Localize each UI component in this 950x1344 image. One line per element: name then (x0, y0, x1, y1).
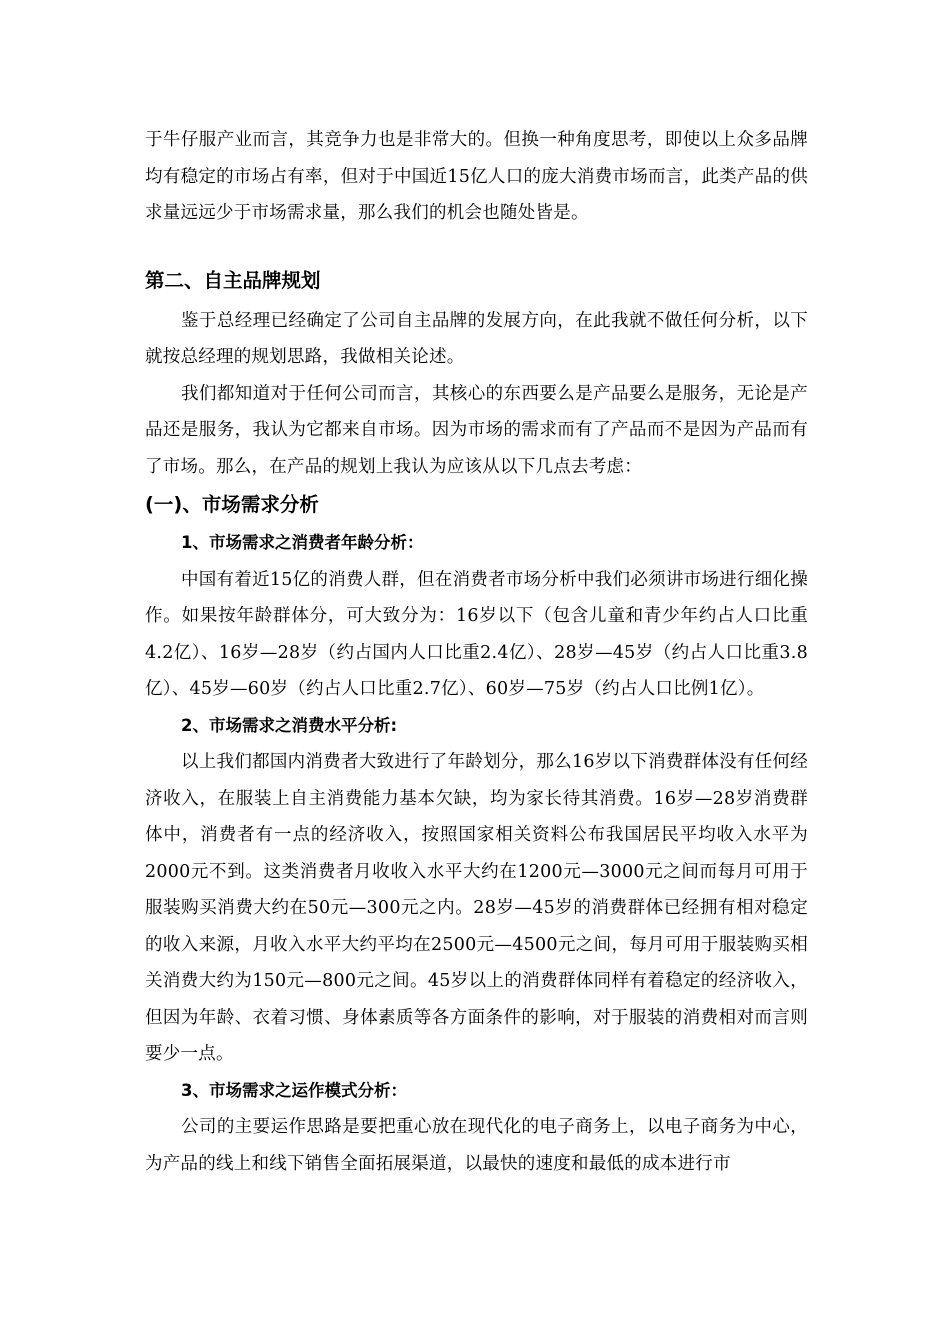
item-2-heading: 2、市场需求之消费水平分析: (181, 715, 398, 735)
item-1-paragraph: 中国有着近15亿的消费人群，但在消费者市场分析中我们必须讲市场进行细化操作。如果按年龄群体分，可大致分为：16岁以下（包含儿童和青少年约占人口比重4.2亿）、16岁—28岁（约占国内人口比重2.4亿）、28岁—45岁（约占人口比重3.8亿）、45岁—60岁（约占人口比重2.7亿）、60岁—75岁（约占人口比例1亿）。 (145, 569, 808, 699)
intro-paragraph: 于牛仔服产业而言，其竞争力也是非常大的。但换一种角度思考，即使以上众多品牌均有稳定的市场占有率，但对于中国近15亿人口的庞大消费市场而言，此类产品的供求量远远少于市场需求量，那么我们的机会也随处皆是。 (145, 130, 808, 223)
item-3-heading: 3、市场需求之运作模式分析： (181, 1080, 407, 1100)
subsection-1-heading: (一)、市场需求分析 (145, 493, 319, 516)
section-2-paragraph-1: 鉴于总经理已经确定了公司自主品牌的发展方向，在此我就不做任何分析，以下就按总经理的规划思路，我做相关论述。 (145, 310, 808, 367)
section-gap (145, 232, 808, 259)
item-1-heading: 1、市场需求之消费者年龄分析： (181, 533, 424, 552)
item-2-paragraph: 以上我们都国内消费者大致进行了年龄划分，那么16岁以下消费群体没有任何经济收入，在服装上自主消费能力基本欠缺，均为家长待其消费。16岁—28岁消费群体中，消费者有一点的经济收入，按照国家相关资料公布我国居民平均收入水平为2000元不到。这类消费者月收收入水平大约在1200元—3000元之间而每月可用于服装购买消费大约在50元—300元之内。28岁—45岁的消费群体已经拥有相对稳定的收入来源，月收入水平大约平均在2500元—4500元之间，每月可用于服装购买相关消费大约为150元—800元之间。45岁以上的消费群体同样有着稳定的经济收入，但因为年龄、衣着习惯、身体素质等各方面条件的影响，对于服装的消费相对而言则要少一点。 (145, 752, 808, 1064)
section-2-paragraph-2: 我们都知道对于任何公司而言，其核心的东西要么是产品要么是服务，无论是产品还是服务，我认为它都来自市场。因为市场的需求而有了产品而不是因为产品而有了市场。那么，在产品的规划上我认为应该从以下几点去考虑： (145, 383, 808, 477)
section-2-heading: 第二、自主品牌规划 (145, 268, 321, 292)
document-page (145, 122, 808, 1182)
item-3-paragraph: 公司的主要运作思路是要把重心放在现代化的电子商务上，以电子商务为中心，为产品的线上和线下销售全面拓展渠道，以最快的速度和最低的成本进行市 (145, 1117, 808, 1174)
